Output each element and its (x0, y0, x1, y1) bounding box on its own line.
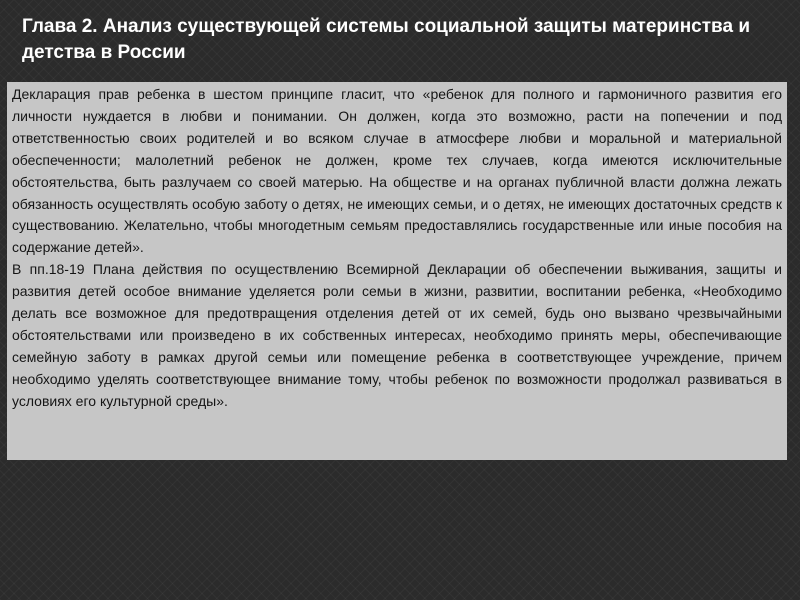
slide-title: Глава 2. Анализ существующей системы социальной защиты материнства и детства в России (22, 16, 751, 63)
paragraph-declaration: Декларация прав ребенка в шестом принципе гласит, что «ребенок для полного и гармоничного развития его личности нуждается в любви и понимании. Он должен, когда это возможно, расти на попечении и под ответственностью своих родителей и во всяком случае в атмосфере любви и моральной и материальной обеспеченности; малолетний ребенок не должен, кроме тех случаев, когда имеются исключительные обстоятельства, быть разлучаем со своей матерью. На обществе и на органах публичной власти должна лежать обязанность осуществлять особую заботу о детях, не имеющих семьи, и о детях, не имеющих достаточных средств к существованию. Желательно, чтобы многодетным семьям предоставлялись государственные или иные пособия на содержание детей». (12, 86, 782, 256)
slide-body-text (7, 82, 787, 460)
paragraph-action-plan: В пп.18-19 Плана действия по осуществлению Всемирной Декларации об обеспечении выживания, защиты и развития детей особое внимание уделяется роли семьи в жизни, развитии, воспитании ребенка, «Необходимо делать все возможное для предотвращения отделения детей от их семей, будь оно вызвано чрезвычайными обстоятельствами или произведено в их собственных интересах, необходимо принять меры, обеспечивающие семейную заботу в рамках другой семьи или помещение ребенка в соответствующее учреждение, причем необходимо уделять соответствующее внимание тому, чтобы ребенок по возможности продолжал развиваться в условиях его культурной среды». (12, 261, 782, 409)
